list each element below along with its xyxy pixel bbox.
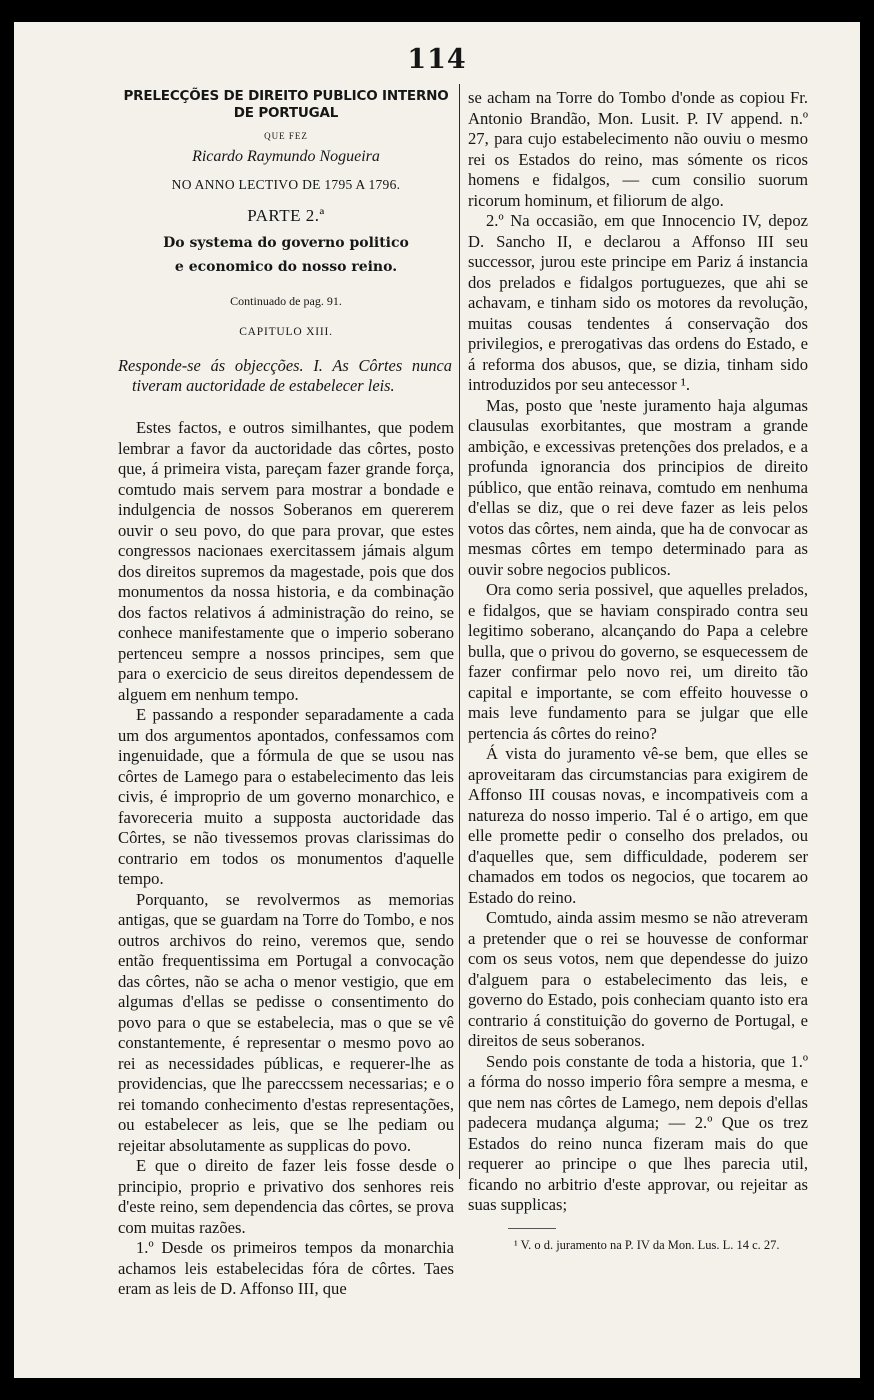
- subject-line1: Do systema do governo politico: [163, 235, 409, 251]
- page-number: 114: [407, 44, 467, 75]
- continued-note: Continuado de pag. 91.: [230, 294, 342, 308]
- column-divider: [459, 84, 460, 1179]
- paragraph: E que o direito de fazer leis fosse desde o principio, proprio e privativo dos senhores reis d'este reino, sem dependencia das côrtes, se prova com muitas razões.: [118, 1156, 454, 1237]
- chapter-heading: CAPITULO XIII.: [239, 326, 333, 338]
- paragraph: 2.º Na occasião, em que Innocencio IV, depoz D. Sancho II, e declarou a Affonso III seu successor, jurou este principe em Pariz á instancia dos prelados e fidalgos portuguezes, que ahi se achavam, e tinham sido os motores da revolução, muitas cousas tendentes á conservação dos privilegios, e prerogativas das ordens do Estado, e á reforma dos abusos, que, se dizia, tinham sido introduzidos por seu antecessor ¹.: [468, 211, 808, 394]
- author-name: Ricardo Raymundo Nogueira: [192, 148, 380, 165]
- chapter-summary: Responde-se ás objecções. I. As Côrtes nunca tiveram auctoridade de estabelecer leis.: [118, 356, 452, 395]
- paragraph: Comtudo, ainda assim mesmo se não atreveram a pretender que o rei se houvesse de conformar com os seus votos, nem que dependesse do juizo d'alguem para o estabelecimento das leis, e governo do Estado, pois conheciam quanto isto era contrario á constituição do governo de Portugal, e direitos de seus soberanos.: [468, 908, 808, 1050]
- paragraph: Mas, posto que 'neste juramento haja algumas clausulas exorbitantes, que mostram a grande ambição, e excessivas pretenções dos prelados, e a profunda ignorancia dos principios de direito público, que então reinava, comtudo em nenhuma d'ellas se diz, que o rei deve fazer as leis pelos votos das côrtes, nem ainda, que ha de convocar as mesmas côrtes em tempo determinado para as ouvir sobre negocios publicos.: [468, 395, 808, 579]
- paragraph: 1.º Desde os primeiros tempos da monarchia achamos leis estabelecidas fóra de côrtes. Taes eram as leis de D. Affonso III, que: [118, 1238, 454, 1298]
- document-page: [14, 22, 860, 1378]
- paragraph: Á vista do juramento vê-se bem, que elles se aproveitaram das circumstancias para exigirem de Affonso III cousas novas, e incompativeis com a natureza do nosso imperio. Tal é o artigo, em que elle promette pedir o conselho dos prelados, ou d'aquelles que, sem difficuldade, poderem ser chamados em todos os negocios, que tocarem ao Estado do reino.: [468, 744, 808, 907]
- lecture-title-line1: PRELECÇÕES DE DIREITO PUBLICO INTERNO: [123, 88, 449, 104]
- paragraph: Estes factos, e outros similhantes, que podem lembrar a favor da auctoridade das côrtes, posto que, á primeira vista, pareçam fazer grande força, comtudo mais servem para mostrar a bondade e indulgencia de nossos Soberanos em quererem ouvir o seu povo, do que para provar, que estes congressos nacionaes exercitassem jámais algum dos direitos supremos da magestade, pois que dos monumentos da nossa historia, e da combinação dos factos relativos á administração do reino, se conhece manifestamente que o imperio soberano pertenceu sempre a nossos principes, sem que para o exercicio de seus direitos dependessem de alguem em nenhum tempo.: [118, 418, 454, 704]
- part-heading: PARTE 2.ª: [247, 206, 325, 225]
- paragraph: E passando a responder separadamente a cada um dos argumentos apontados, confessamos com ingenuidade, que a fórmula de que se usou nas côrtes de Lamego para o estabelecimento das leis civis, é improprio de um governo monarchico, e favoreceria muito a supposta auctoridade das Côrtes, se não tivessemos provas clarissimas do contrario em todos os monumentos d'aquelle tempo.: [118, 705, 454, 888]
- paragraph: Porquanto, se revolvermos as memorias antigas, que se guardam na Torre do Tombo, e nos outros archivos do reino, veremos que, sendo então frequentissima em Portugal a convocação das côrtes, não se acha o menor vestigio, que em algumas d'ellas se pedisse o consentimento do povo para o que se estabelecia, mas o que se vê constantemente, é representar o mesmo povo ao rei as necessidades públicas, e requerer-lhe as providencias, que lhe pareccssem necessarias; e o rei tomando conhecimento d'estas representações, ou estabelecer as leis, que se lhe pediam ou rejeitar absolutamente as supplicas do povo.: [118, 889, 454, 1155]
- paragraph: Sendo pois constante de toda a historia, que 1.º a fórma do nosso imperio fôra sempre a mesma, e que nem nas côrtes de Lamego, nem depois d'ellas padecera mudança alguma; — 2.º Que os trez Estados do reino nunca fizeram mais do que requerer ao principe o que lhes parecia util, ficando no arbitrio d'este approvar, ou rejeitar as suas supplicas;: [468, 1051, 808, 1214]
- lecture-title-line2: DE PORTUGAL: [233, 105, 339, 121]
- right-column: [468, 88, 808, 1216]
- footnote: ¹ V. o d. juramento na P. IV da Mon. Lus. L. 14 c. 27.: [514, 1238, 780, 1252]
- academic-year: NO ANNO LECTIVO DE 1795 A 1796.: [171, 177, 401, 192]
- paragraph: Ora como seria possivel, que aquelles prelados, e fidalgos, que se haviam conspirado contra seu legitimo soberano, alcançando do Papa a celebre bulla, que o privou do governo, se esquecessem de fazer confirmar pelo novo rei, um direito tão capital e importante, se com effeito houvesse o mais leve fundamento para se julgar que elle pertencia ás côrtes do reino?: [468, 580, 808, 743]
- paragraph: se acham na Torre do Tombo d'onde as copiou Fr. Antonio Brandão, Mon. Lusit. P. IV append. n.º 27, para cujo estabelecimento não ouviu o mesmo rei os Estados do reino, mas sómente os ricos homens e fidalgos, — cum consilio suorum ricorum hominum, et filiorum de algo.: [468, 88, 808, 210]
- footnote-rule: [508, 1228, 556, 1229]
- subject-line2: e economico do nosso reino.: [174, 259, 398, 275]
- left-column: [118, 88, 454, 1300]
- que-fez: QUE FEZ: [264, 131, 308, 141]
